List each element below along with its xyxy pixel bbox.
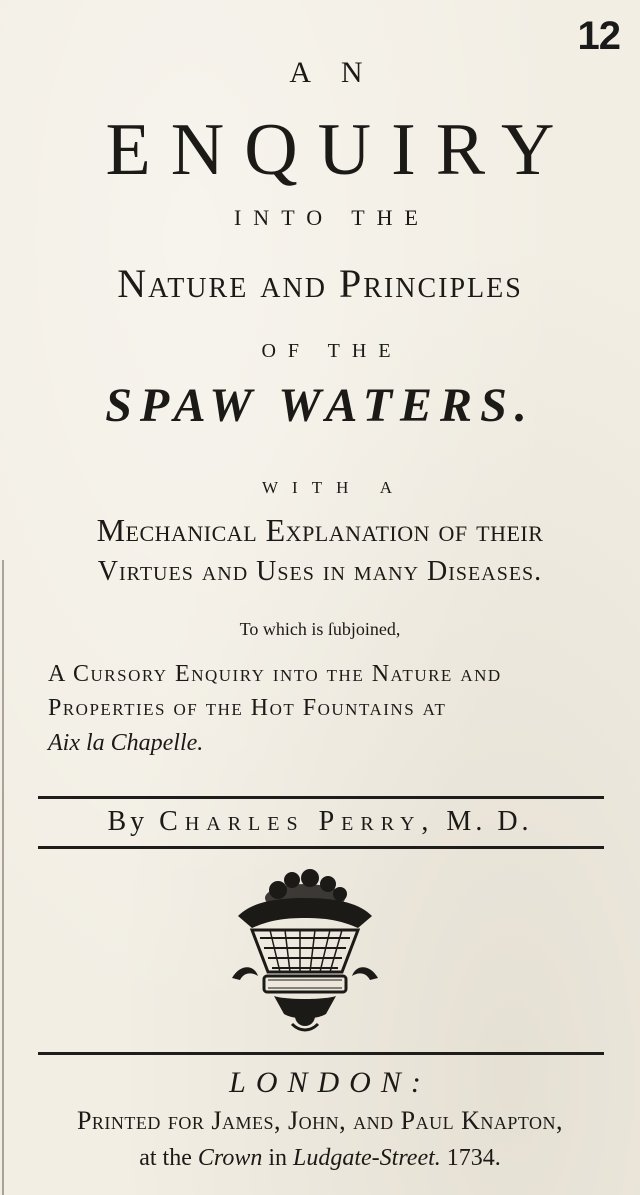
imprint-city: LONDON: bbox=[229, 1066, 431, 1099]
title-virtues-uses: Virtues and Uses in many Diseases. bbox=[97, 556, 543, 587]
title-spaw-waters: SPAW WATERS. bbox=[105, 379, 535, 432]
aix-la-chapelle: Aix la Chapelle. bbox=[48, 730, 204, 756]
imprint-address bbox=[0, 1145, 640, 1172]
subjoined-note: To which is ſubjoined, bbox=[239, 619, 401, 639]
rule-top bbox=[38, 796, 604, 799]
address-street: Ludgate-Street. bbox=[293, 1145, 441, 1171]
author-name: Charles Perry, bbox=[159, 806, 436, 837]
title-nature-principles: Nature and Principles bbox=[117, 261, 523, 306]
author-degree: M. D. bbox=[446, 806, 533, 837]
author-byline bbox=[0, 806, 640, 838]
address-crown: Crown bbox=[197, 1145, 263, 1171]
address-mid: in bbox=[268, 1145, 288, 1171]
byline-prefix: By bbox=[107, 806, 149, 837]
title-with-a: WITH A bbox=[262, 478, 406, 497]
imprint-printers: Printed for James, John, and Paul Knapton, bbox=[76, 1106, 564, 1135]
imprint-year: 1734. bbox=[446, 1145, 501, 1171]
rule-bottom bbox=[38, 1052, 604, 1055]
properties-line: Properties of the Hot Fountains at bbox=[48, 695, 447, 721]
title-enquiry: ENQUIRY bbox=[105, 109, 575, 191]
fruit-basket-ornament-icon bbox=[230, 868, 380, 1036]
address-prefix: at the bbox=[139, 1145, 192, 1171]
title-an: A N bbox=[289, 56, 375, 89]
title-of-the: OF THE bbox=[261, 340, 403, 362]
rule-middle bbox=[38, 846, 604, 849]
title-mechanical-explanation: Mechanical Explanation of their bbox=[96, 512, 544, 548]
folio-number: 12 bbox=[577, 14, 620, 58]
title-into-the: INTO THE bbox=[233, 205, 430, 230]
cursory-enquiry-line: A Curſory Enquiry into the Nature and bbox=[48, 661, 502, 687]
